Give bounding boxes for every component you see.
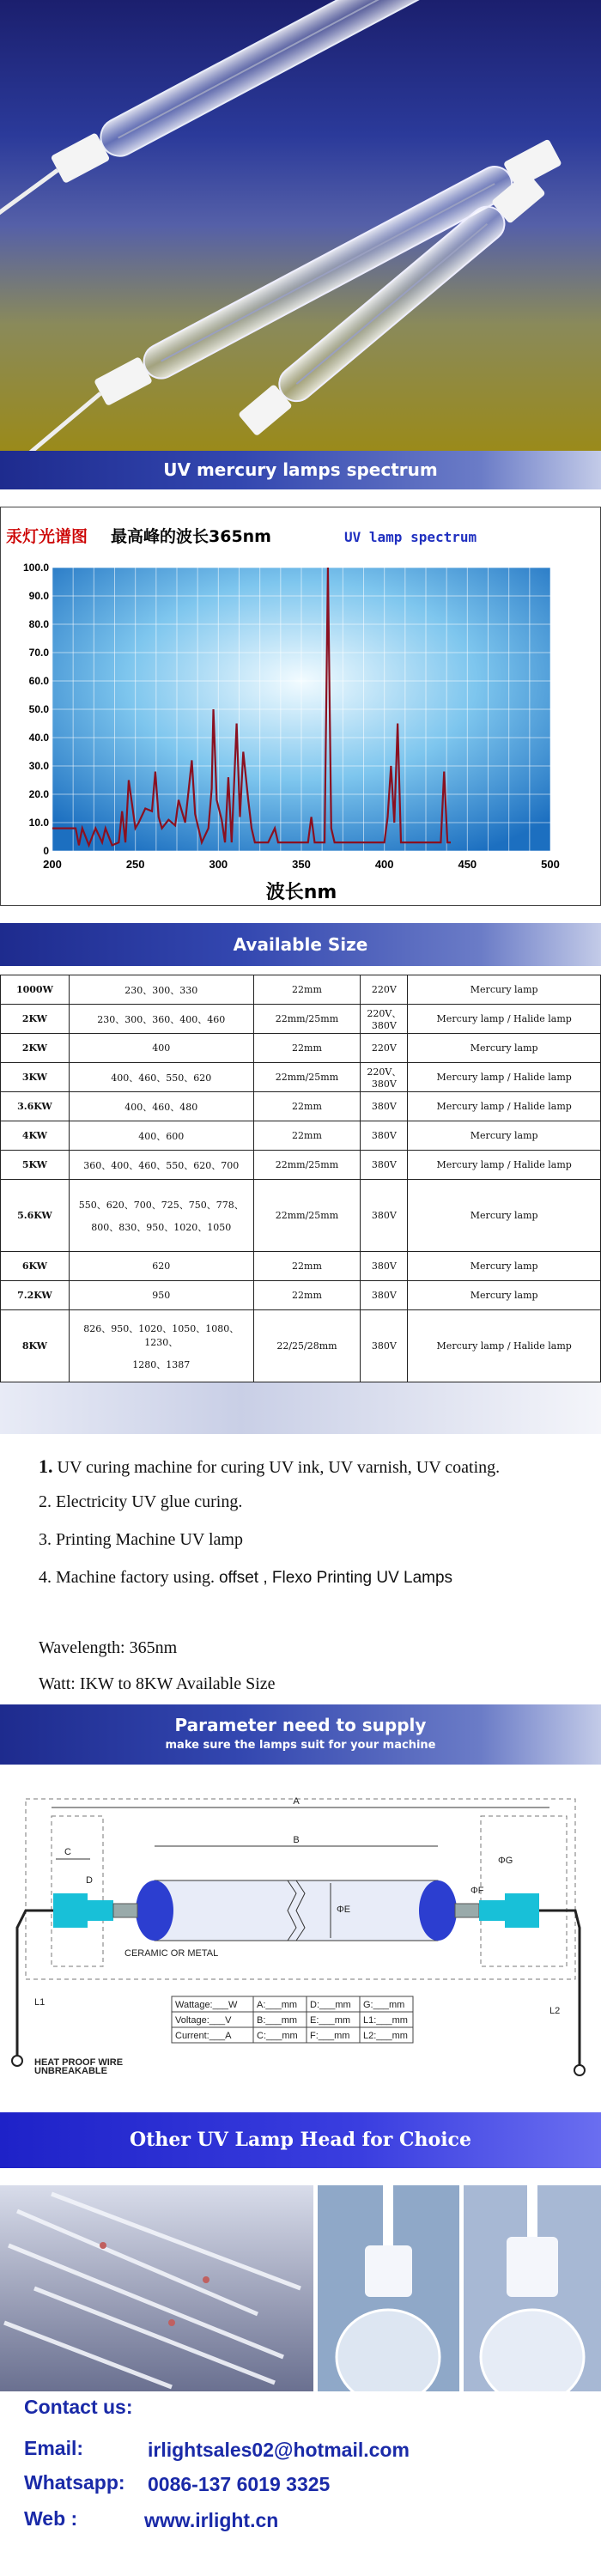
length-line: 400、600 (138, 1130, 185, 1142)
diameter-cell: 22mm/25mm (253, 1180, 361, 1252)
lamp-heads-illustration (0, 2185, 601, 2391)
wire-label-2: UNBREAKABLE (34, 2066, 107, 2076)
length-line: 550、620、700、725、750、778、 (78, 1199, 244, 1211)
length-cell (69, 1151, 253, 1180)
table-row (1, 1034, 601, 1063)
chart-title-en: UV lamp spectrum (344, 529, 477, 545)
diameter-cell: 22/25/28mm (253, 1310, 361, 1382)
y-tick-label: 30.0 (28, 760, 49, 772)
param-cell: Voltage:___V (175, 2015, 232, 2026)
table-row (1, 1005, 601, 1034)
email-label: Email: (24, 2437, 84, 2459)
power-cell: 5.6KW (1, 1180, 70, 1252)
table-row (1, 1310, 601, 1382)
diameter-cell: 22mm (253, 1092, 361, 1121)
type-cell: Mercury lamp (408, 1034, 601, 1063)
diameter-cell: 22mm (253, 1281, 361, 1310)
type-cell: Mercury lamp / Halide lamp (408, 1151, 601, 1180)
dim-b-label: B (293, 1835, 300, 1845)
dim-c-label: C (64, 1847, 71, 1857)
type-cell: Mercury lamp (408, 975, 601, 1005)
feature-item-4-text: 4. Machine factory using. (39, 1568, 215, 1587)
length-line: 400、460、550、620 (111, 1072, 212, 1084)
power-cell: 3KW (1, 1063, 70, 1092)
feature-item-3: 3. Printing Machine UV lamp (39, 1530, 243, 1549)
param-cell: Wattage:___W (175, 2000, 238, 2010)
feature-item-1-num: 1. (39, 1455, 53, 1477)
power-cell: 4KW (1, 1121, 70, 1151)
email-link[interactable]: irlightsales02@hotmail.com (148, 2439, 410, 2461)
table-row (1, 975, 601, 1005)
length-cell (69, 1310, 253, 1382)
l2-label: L2 (549, 2006, 561, 2016)
diameter-cell: 22mm (253, 1121, 361, 1151)
param-cell: Current:___A (175, 2031, 232, 2041)
parameter-title: Parameter need to supply (174, 1715, 427, 1735)
length-cell (69, 975, 253, 1005)
voltage-cell: 220V (361, 975, 408, 1005)
x-tick-label: 350 (292, 858, 311, 871)
type-cell: Mercury lamp / Halide lamp (408, 1005, 601, 1034)
power-cell: 2KW (1, 1005, 70, 1034)
length-cell (69, 1121, 253, 1151)
y-tick-label: 90.0 (28, 590, 49, 602)
chart-title-cn-2: 最高峰的波长365nm (111, 527, 271, 546)
other-lamp-title: Other UV Lamp Head for Choice (0, 2112, 601, 2168)
web-link[interactable]: www.irlight.cn (144, 2509, 279, 2531)
diameter-cell: 22mm (253, 975, 361, 1005)
voltage-cell: 220V (361, 1034, 408, 1063)
x-tick-label: 300 (209, 858, 228, 871)
spectrum-section-title: UV mercury lamps spectrum (0, 451, 601, 489)
voltage-cell: 380V (361, 1180, 408, 1252)
parameter-table (172, 1996, 413, 2043)
wire-label: HEAT PROOF WIRE (34, 2057, 124, 2068)
diameter-cell: 22mm (253, 1034, 361, 1063)
table-row (1, 1121, 601, 1151)
length-line: 826、950、1020、1050、1080、1230、 (83, 1322, 240, 1348)
length-cell (69, 1034, 253, 1063)
table-row (1, 1180, 601, 1252)
dim-a-label: A (293, 1796, 300, 1807)
length-line: 950 (152, 1290, 171, 1301)
param-cell: E:___mm (310, 2015, 351, 2026)
available-size-title: Available Size (0, 923, 601, 966)
length-line: 230、300、360、400、460 (97, 1013, 226, 1025)
voltage-cell: 220V、380V (361, 1005, 408, 1034)
whatsapp-number[interactable]: 0086-137 6019 3325 (148, 2473, 331, 2495)
length-line: 620 (152, 1261, 171, 1272)
type-cell: Mercury lamp (408, 1281, 601, 1310)
y-tick-label: 0 (43, 845, 49, 857)
table-row (1, 1063, 601, 1092)
table-row (1, 1281, 601, 1310)
feature-item-1-text: UV curing machine for curing UV ink, UV varnish, UV coating. (57, 1458, 501, 1477)
power-cell: 1000W (1, 975, 70, 1005)
spectrum-svg (1, 507, 600, 905)
power-cell: 3.6KW (1, 1092, 70, 1121)
y-tick-label: 70.0 (28, 647, 49, 659)
y-tick-label: 60.0 (28, 675, 49, 687)
contact-heading: Contact us: (24, 2396, 133, 2418)
decorative-band (0, 1382, 601, 1434)
dim-f-label: ΦF (470, 1886, 484, 1896)
x-tick-label: 450 (458, 858, 477, 871)
diameter-cell: 22mm (253, 1252, 361, 1281)
hero-lamp-photo (0, 0, 601, 451)
parameter-subtitle: make sure the lamps suit for your machine (165, 1739, 436, 1752)
feature-item-1 (39, 1455, 500, 1478)
y-tick-label: 80.0 (28, 618, 49, 630)
length-line: 1280、1387 (132, 1358, 191, 1370)
length-cell (69, 1252, 253, 1281)
type-cell: Mercury lamp / Halide lamp (408, 1063, 601, 1092)
power-cell: 7.2KW (1, 1281, 70, 1310)
voltage-cell: 380V (361, 1092, 408, 1121)
wavelength-text: Wavelength: 365nm (39, 1638, 178, 1657)
type-cell: Mercury lamp / Halide lamp (408, 1310, 601, 1382)
y-tick-label: 10.0 (28, 817, 49, 829)
table-row (1, 1151, 601, 1180)
l1-label: L1 (34, 1997, 46, 2008)
dimension-svg (0, 1782, 601, 2108)
web-label: Web : (24, 2507, 78, 2530)
table-row (1, 1092, 601, 1121)
y-tick-label: 20.0 (28, 788, 49, 800)
spectrum-chart (0, 507, 601, 906)
parameter-section-header (0, 1704, 601, 1765)
lamp-dimension-diagram (0, 1782, 601, 2108)
voltage-cell: 380V (361, 1151, 408, 1180)
power-cell: 8KW (1, 1310, 70, 1382)
feature-item-4 (39, 1568, 452, 1588)
type-cell: Mercury lamp (408, 1121, 601, 1151)
dim-g-label: ΦG (498, 1856, 513, 1866)
param-cell: D:___mm (310, 2000, 351, 2010)
param-cell: G:___mm (363, 2000, 405, 2010)
power-cell: 5KW (1, 1151, 70, 1180)
diameter-cell: 22mm/25mm (253, 1005, 361, 1034)
watt-text: Watt: IKW to 8KW Available Size (39, 1674, 276, 1693)
whatsapp-label: Whatsapp: (24, 2471, 125, 2494)
param-cell: C:___mm (257, 2031, 298, 2041)
param-cell: L1:___mm (363, 2015, 408, 2026)
type-cell: Mercury lamp / Halide lamp (408, 1092, 601, 1121)
voltage-cell: 380V (361, 1310, 408, 1382)
x-tick-label: 400 (374, 858, 394, 871)
param-cell: A:___mm (257, 2000, 298, 2010)
chart-title-cn-1: 汞灯光谱图 (6, 527, 88, 546)
x-axis-label: 波长nm (265, 882, 337, 903)
dim-d-label: D (86, 1875, 93, 1886)
length-cell (69, 1180, 253, 1252)
length-line: 800、830、950、1020、1050 (91, 1221, 232, 1233)
ceramic-label: CERAMIC OR METAL (124, 1948, 219, 1959)
diameter-cell: 22mm/25mm (253, 1063, 361, 1092)
power-cell: 2KW (1, 1034, 70, 1063)
x-tick-label: 200 (43, 858, 62, 871)
type-cell: Mercury lamp (408, 1252, 601, 1281)
y-tick-label: 40.0 (28, 732, 49, 744)
length-line: 360、400、460、550、620、700 (83, 1159, 240, 1171)
table-row (1, 1252, 601, 1281)
diameter-cell: 22mm/25mm (253, 1151, 361, 1180)
voltage-cell: 380V (361, 1281, 408, 1310)
param-cell: F:___mm (310, 2031, 350, 2041)
length-line: 400、460、480 (124, 1101, 198, 1113)
length-cell (69, 1063, 253, 1092)
feature-item-2: 2. Electricity UV glue curing. (39, 1492, 243, 1511)
lamp-head-photos (0, 2185, 601, 2391)
dim-e-label: ΦE (337, 1905, 351, 1915)
voltage-cell: 380V (361, 1252, 408, 1281)
length-cell (69, 1005, 253, 1034)
x-tick-label: 250 (125, 858, 145, 871)
size-table (0, 975, 601, 1382)
length-line: 400 (152, 1042, 171, 1054)
param-cell: L2:___mm (363, 2031, 408, 2041)
y-tick-label: 50.0 (28, 703, 49, 715)
length-cell (69, 1092, 253, 1121)
x-tick-label: 500 (541, 858, 560, 871)
feature-item-4-highlight: offset , Flexo Printing UV Lamps (218, 1569, 453, 1587)
length-line: 230、300、330 (124, 984, 198, 996)
power-cell: 6KW (1, 1252, 70, 1281)
length-cell (69, 1281, 253, 1310)
voltage-cell: 380V (361, 1121, 408, 1151)
type-cell: Mercury lamp (408, 1180, 601, 1252)
uv-lamps-illustration (0, 0, 601, 451)
voltage-cell: 220V、380V (361, 1063, 408, 1092)
y-tick-label: 100.0 (22, 562, 49, 574)
param-cell: B:___mm (257, 2015, 298, 2026)
